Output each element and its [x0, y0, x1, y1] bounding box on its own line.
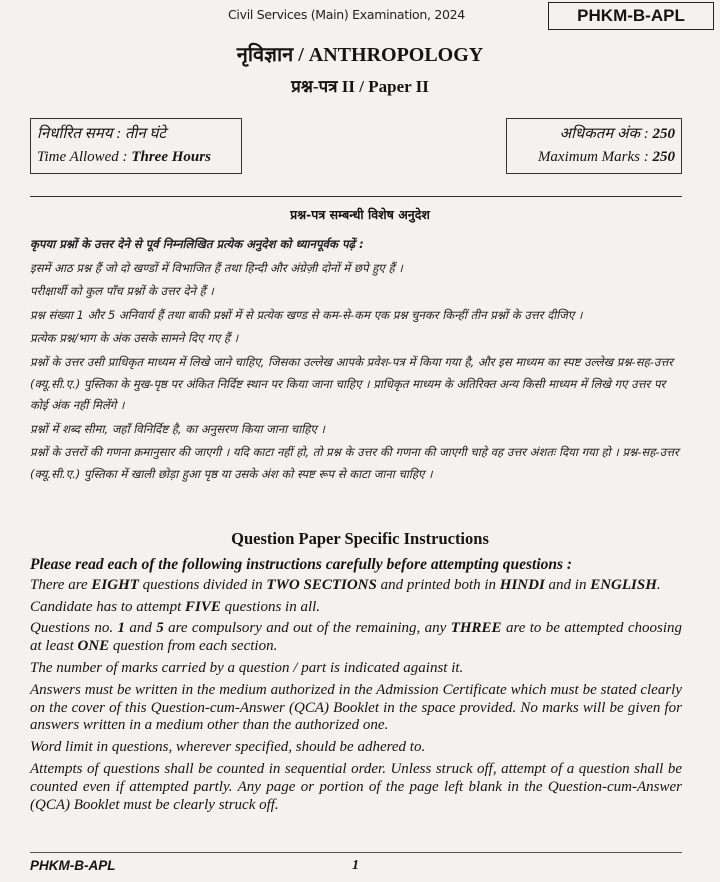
text-run: EIGHT: [91, 576, 139, 593]
time-allowed-english: [37, 146, 235, 169]
english-instruction-item: Attempts of questions shall be counted in sequential order. Unless struck off, attempt of a question shall be counted even if attempted partly. Any page or portion of the page left blank in the Question-cum-Answer (QCA) Booklet must be clearly struck off.: [30, 760, 682, 813]
hindi-instructions-lead: कृपया प्रश्नों के उत्तर देने से पूर्व निम्नलिखित प्रत्येक अनुदेश को ध्यानपूर्वक पढ़ें :: [30, 237, 364, 251]
text-run: question from each section.: [109, 638, 278, 655]
text-run: ONE: [77, 638, 110, 655]
page-number: 1: [352, 858, 359, 873]
exam-name: Civil Services (Main) Examination, 2024: [228, 7, 465, 22]
hindi-instruction-item: इसमें आठ प्रश्न हैं जो दो खण्डों में विभाजित हैं तथा हिन्दी और अंग्रेज़ी दोनों में छपे हुए हैं ।: [30, 260, 403, 275]
hindi-instruction-item: परीक्षार्थी को कुल पाँच प्रश्नों के उत्तर देने हैं ।: [30, 284, 214, 299]
text-run: questions in all.: [220, 598, 321, 615]
english-instructions-heading: Question Paper Specific Instructions: [231, 529, 489, 548]
footer-paper-code: PHKM-B-APL: [30, 858, 116, 873]
hindi-instructions: [30, 234, 682, 488]
hindi-instruction-item: प्रश्नों के उत्तर उसी प्राधिकृत माध्यम में लिखे जाने चाहिए, जिसका उल्लेख आपके प्रवेश-पत्र में किया गया है, और इस माध्यम का स्पष्ट उल्लेख प्रश्न-सह-उत्तर (क्यू.सी.ए.) पुस्तिका के मुख-पृष्ठ पर अंकित निर्दिष्ट स्थान पर किया जाना चाहिए । प्राधिकृत माध्यम के अतिरिक्त अन्य किसी माध्यम में लिखे गए उत्तर पर कोई अंक नहीं मिलेंगे ।: [30, 354, 674, 413]
text-run: and in: [544, 576, 591, 593]
hindi-instruction-item: प्रश्नों में शब्द सीमा, जहाँ विनिर्दिष्ट है, का अनुसरण किया जाना चाहिए ।: [30, 421, 325, 436]
hindi-instruction-item: प्रत्येक प्रश्न/भाग के अंक उसके सामने दिए गए हैं ।: [30, 331, 239, 346]
text-run: THREE: [450, 620, 502, 637]
text-run: TWO SECTIONS: [266, 576, 377, 593]
text-run: are compulsory and out of the remaining, any: [163, 620, 451, 637]
text-run: questions divided in: [138, 576, 267, 593]
subject-title: नृविज्ञान / ANTHROPOLOGY: [236, 44, 484, 66]
paper-code-box: PHKM-B-APL: [548, 2, 714, 30]
paper-title: प्रश्न-पत्र II / Paper II: [291, 77, 429, 96]
max-marks-value: 250: [652, 149, 675, 165]
text-run: .: [656, 576, 661, 593]
text-run: Candidate has to attempt: [30, 598, 185, 615]
time-allowed-value: Three Hours: [131, 149, 211, 165]
english-instruction-item: [30, 620, 682, 656]
text-run: FIVE: [185, 598, 221, 615]
max-marks-label: Maximum Marks :: [537, 149, 653, 165]
max-marks-english: [513, 146, 675, 169]
english-instruction-item: Word limit in questions, wherever specified, should be adhered to.: [30, 739, 426, 756]
english-instructions: [30, 556, 682, 818]
text-run: and printed both in: [376, 576, 500, 593]
text-run: and: [125, 620, 157, 637]
english-instruction-item: [30, 599, 682, 617]
header-divider: [30, 196, 682, 197]
footer-divider: [30, 852, 682, 853]
time-allowed-box: [30, 118, 242, 174]
time-allowed-label: Time Allowed :: [37, 149, 132, 165]
text-run: are to be attempted choosing at least: [30, 620, 683, 655]
text-run: HINDI: [499, 576, 545, 593]
english-instruction-item: [30, 577, 682, 595]
max-marks-hindi-label: अधिकतम अंक :: [559, 126, 653, 142]
max-marks-box: [506, 118, 682, 174]
hindi-instructions-heading: प्रश्न-पत्र सम्बन्धी विशेष अनुदेश: [290, 207, 430, 222]
english-instruction-item: The number of marks carried by a question / part is indicated against it.: [30, 659, 464, 676]
english-instruction-item: Answers must be written in the medium authorized in the Admission Certificate which must be stated clearly on the cover of this Question-cum-Answer (QCA) Booklet in the space provided. No marks will be given for answers written in a medium other than the authorized one.: [30, 681, 682, 734]
time-allowed-hindi: निर्धारित समय : तीन घंटे: [37, 126, 166, 142]
text-run: ENGLISH: [590, 576, 657, 593]
text-run: 5: [156, 620, 164, 637]
max-marks-hindi-value: 250: [652, 126, 675, 142]
max-marks-hindi: [513, 123, 675, 146]
hindi-instruction-item: प्रश्नों के उत्तरों की गणना क्रमानुसार की जाएगी । यदि काटा नहीं हो, तो प्रश्न के उत्तर की गणना की जाएगी चाहे वह उत्तर अंशतः दिया गया हो । प्रश्न-सह-उत्तर (क्यू.सी.ए.) पुस्तिका में खाली छोड़ा हुआ पृष्ठ या उसके अंश को स्पष्ट रूप से काटा जाना चाहिए ।: [30, 445, 679, 481]
hindi-instruction-item: प्रश्न संख्या 1 और 5 अनिवार्य हैं तथा बाकी प्रश्नों में से प्रत्येक खण्ड से कम-से-कम एक प्रश्न चुनकर किन्हीं तीन प्रश्नों के उत्तर दीजिए ।: [30, 307, 583, 322]
english-instructions-lead: Please read each of the following instructions carefully before attempting questions :: [30, 556, 573, 573]
text-run: There are: [30, 576, 92, 593]
text-run: Questions no.: [30, 620, 118, 637]
text-run: 1: [117, 620, 125, 637]
